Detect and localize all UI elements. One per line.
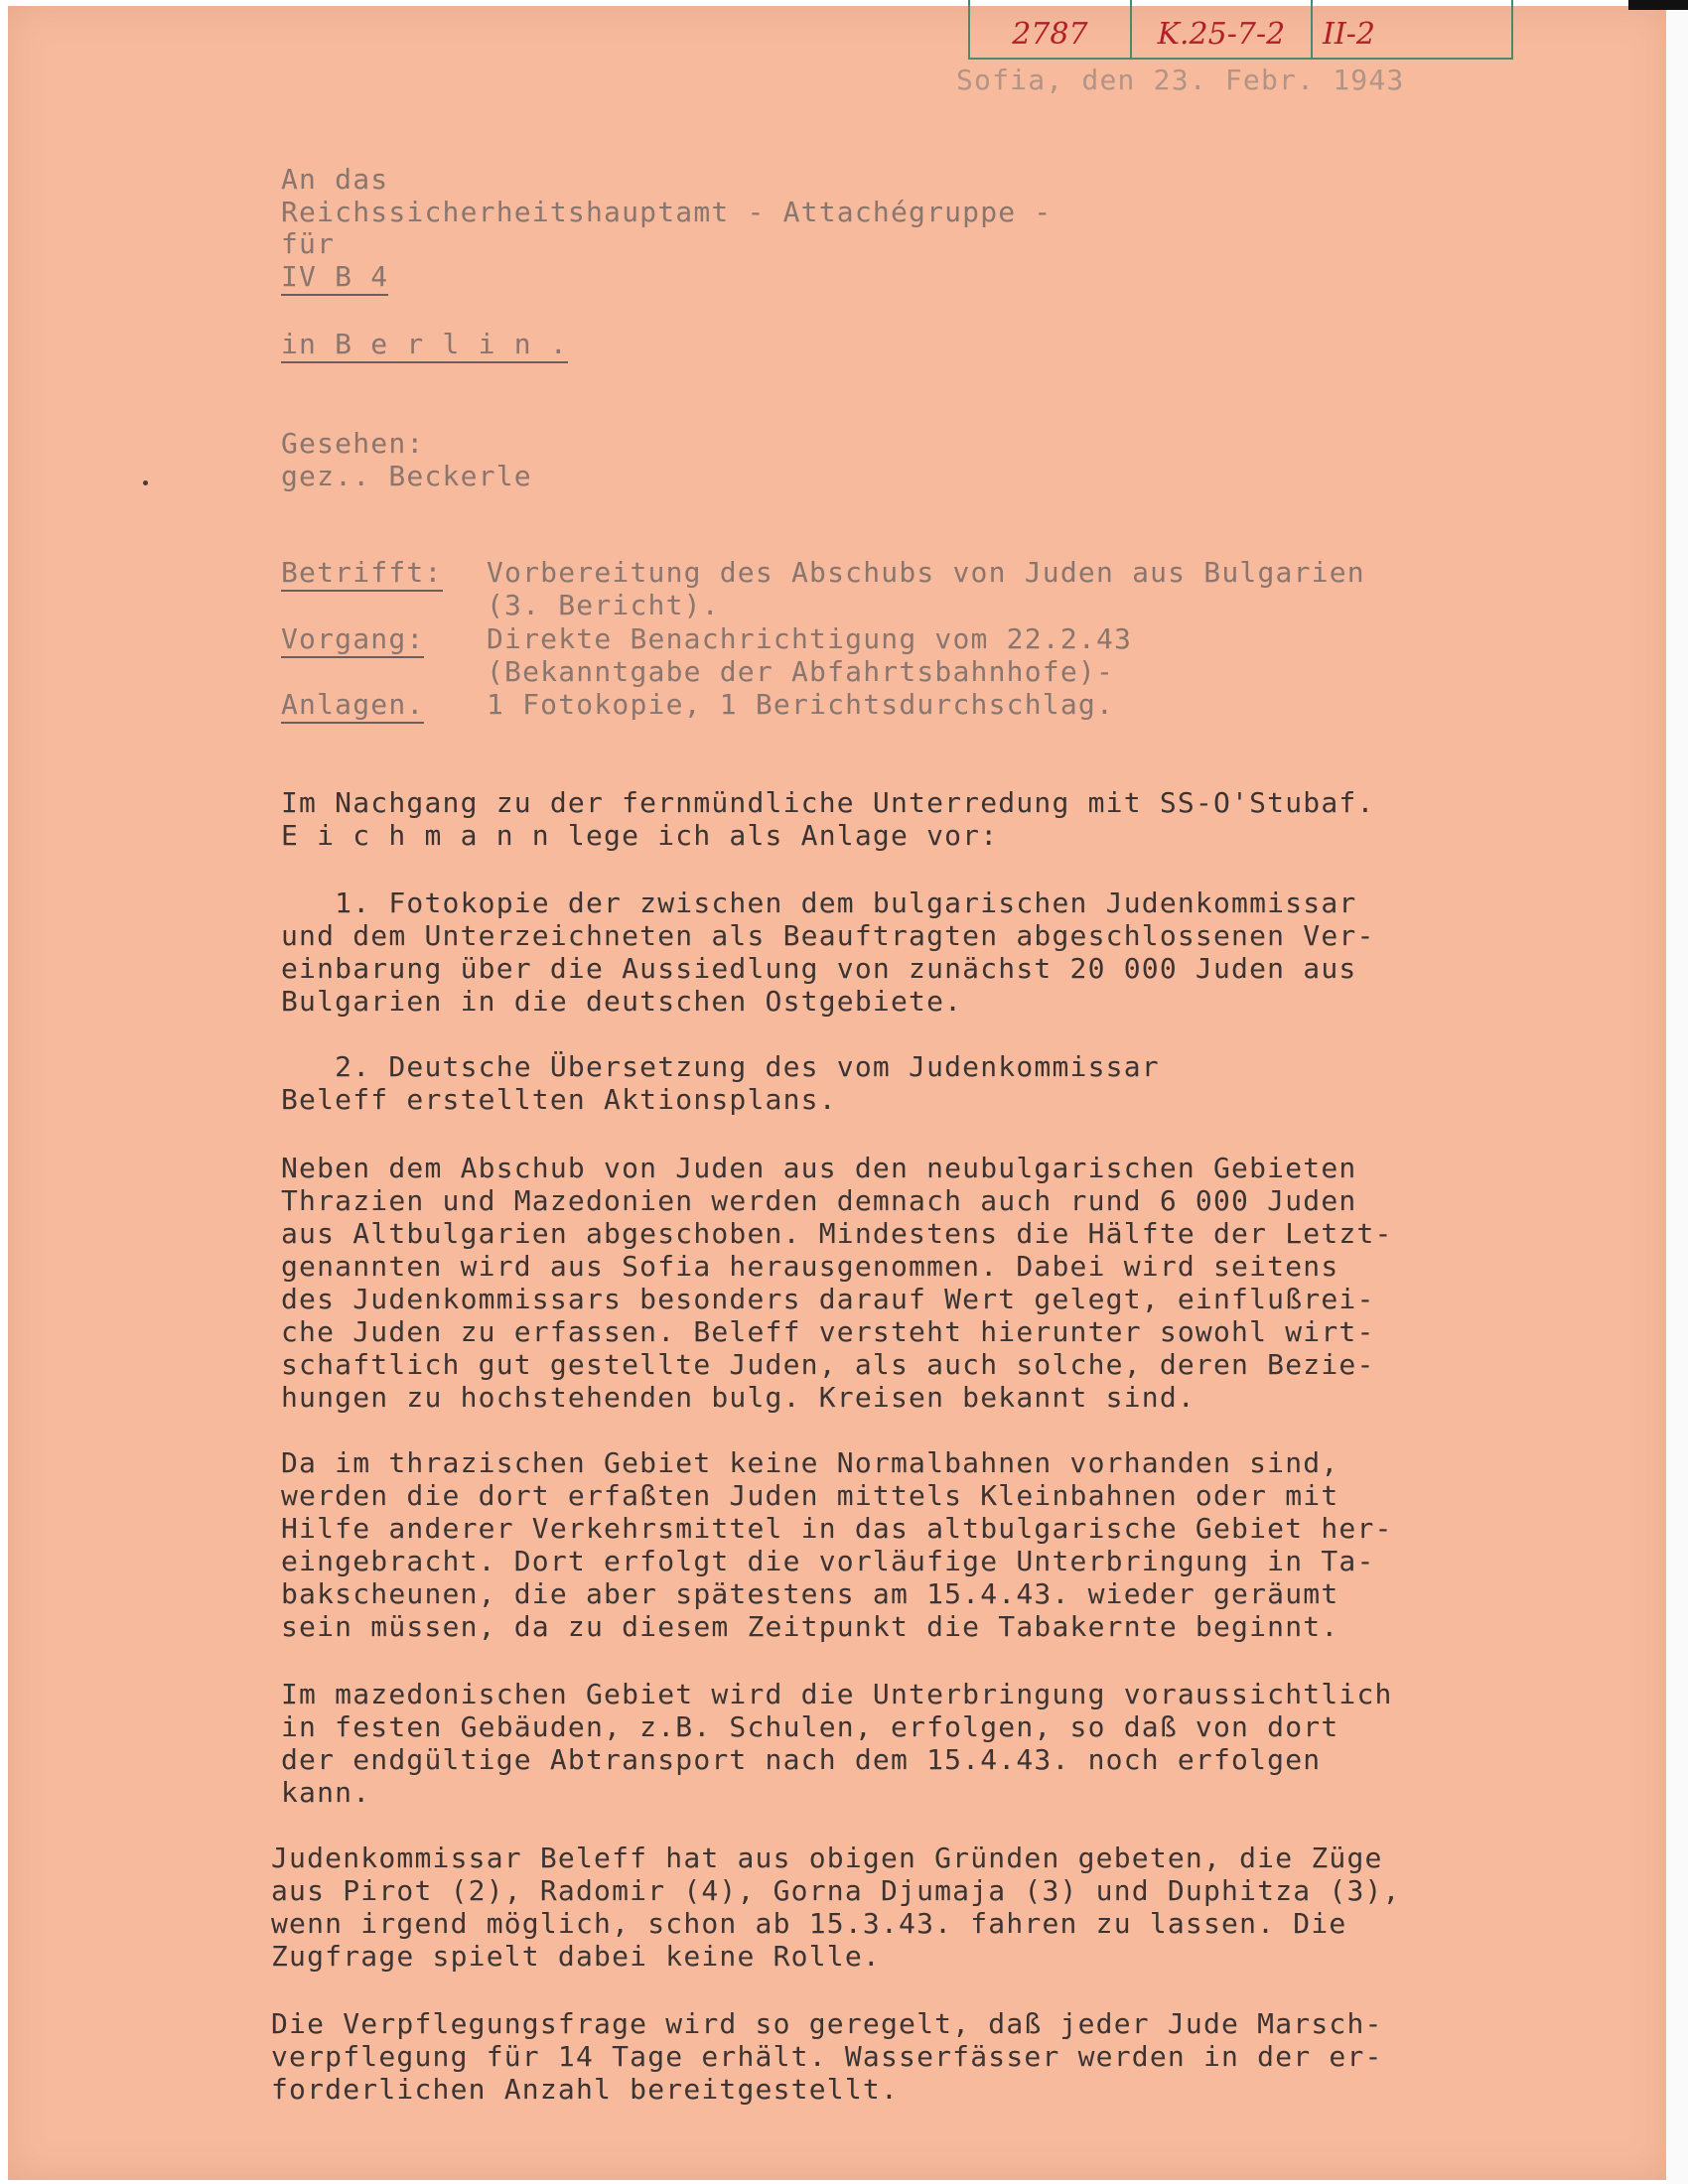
address-line-2: Reichssicherheitshauptamt - Attachégruppe - [281, 196, 1053, 228]
paragraph-mazedonien [281, 1678, 1393, 1809]
paragraph-line: kann. [281, 1776, 371, 1809]
vorgang-label [281, 622, 424, 655]
address-line-4 [281, 260, 388, 293]
stamp-number: 2787 [970, 0, 1132, 58]
paragraph-line: aus Altbulgarien abgeschoben. Mindestens die Hälfte der Letzt- [281, 1217, 1393, 1250]
vorgang-label-text: Vorgang: [281, 622, 424, 658]
paragraph-line: und dem Unterzeichneten als Beauftragten abgeschlossenen Ver- [281, 919, 1375, 952]
paragraph-abschub [281, 1152, 1393, 1414]
scan-margin [1666, 0, 1688, 2184]
scan-edge-bar [1628, 0, 1688, 10]
paragraph-line: 1. Fotokopie der zwischen dem bulgarischen Judenkommissar [281, 887, 1357, 919]
paragraph-line: 2. Deutsche Übersetzung des vom Judenkommissar [281, 1050, 1160, 1083]
address-line-4-text: IV B 4 [281, 260, 388, 296]
paragraph-line: des Judenkommissars besonders darauf Wert gelegt, einflußrei- [281, 1283, 1375, 1315]
paragraph-line: Im Nachgang zu der fernmündliche Unterredung mit SS-O'Stubaf. [281, 786, 1375, 819]
paragraph-line: sein müssen, da zu diesem Zeitpunkt die Tabakernte beginnt. [281, 1610, 1339, 1643]
anlagen-label-text: Anlagen. [281, 688, 424, 724]
paragraph-line: Zugfrage spielt dabei keine Rolle. [271, 1940, 881, 1973]
vorgang-text-2: (Bekanntgabe der Abfahrtsbahnhofe)- [487, 655, 1115, 688]
anlagen-text: 1 Fotokopie, 1 Berichtsdurchschlag. [487, 688, 1115, 721]
paragraph-line: Beleff erstellten Aktionsplans. [281, 1083, 837, 1116]
paragraph-line: in festen Gebäuden, z.B. Schulen, erfolgen, so daß von dort [281, 1710, 1339, 1743]
seen-label: Gesehen: [281, 427, 425, 460]
paragraph-line: einbarung über die Aussiedlung von zunächst 20 000 Juden aus [281, 952, 1357, 985]
betrifft-label-text: Betrifft: [281, 556, 443, 592]
paragraph-thrazien [281, 1446, 1393, 1643]
paragraph-line: E i c h m a n n lege ich als Anlage vor: [281, 819, 999, 852]
stamp-extra: II-2 [1323, 17, 1375, 52]
paragraph-line: der endgültige Abtransport nach dem 15.4.43. noch erfolgen [281, 1743, 1322, 1776]
paragraph-intro [281, 786, 1375, 852]
betrifft-label [281, 556, 443, 589]
address-line-5-text: in B e r l i n . [281, 328, 568, 363]
paragraph-line: genannten wird aus Sofia herausgenommen. Dabei wird seitens [281, 1250, 1339, 1283]
stamp-code: K.25-7-2 [1132, 0, 1313, 58]
paragraph-line: Im mazedonischen Gebiet wird die Unterbringung voraussichtlich [281, 1678, 1393, 1710]
betrifft-text-2: (3. Bericht). [487, 589, 720, 621]
ink-dot [143, 480, 148, 485]
paragraph-verpflegung [271, 2007, 1383, 2106]
paragraph-line: Neben dem Abschub von Juden aus den neubulgarischen Gebieten [281, 1152, 1357, 1184]
paragraph-line: eingebracht. Dort erfolgt die vorläufige Unterbringung in Ta- [281, 1545, 1375, 1577]
paragraph-line: werden die dort erfaßten Juden mittels Kleinbahnen oder mit [281, 1479, 1339, 1512]
seen-signature: gez.. Beckerle [281, 460, 532, 492]
paragraph-zuege [271, 1842, 1401, 1973]
paragraph-line: Hilfe anderer Verkehrsmittel in das altbulgarische Gebiet her- [281, 1512, 1393, 1545]
paragraph-line: che Juden zu erfassen. Beleff versteht hierunter sowohl wirt- [281, 1315, 1375, 1348]
address-line-5 [281, 328, 568, 360]
paragraph-line: Thrazien und Mazedonien werden demnach auch rund 6 000 Juden [281, 1184, 1357, 1217]
date-line: Sofia, den 23. Febr. 1943 [956, 64, 1405, 96]
vorgang-text-1: Direkte Benachrichtigung vom 22.2.43 [487, 622, 1133, 655]
paragraph-item-2 [281, 1050, 1160, 1116]
address-line-1: An das [281, 163, 389, 196]
paragraph-line: Da im thrazischen Gebiet keine Normalbahnen vorhanden sind, [281, 1446, 1339, 1479]
paragraph-line: bakscheunen, die aber spätestens am 15.4.43. wieder geräumt [281, 1577, 1339, 1610]
paragraph-line: schaftlich gut gestellte Juden, als auch solche, deren Bezie- [281, 1348, 1375, 1381]
paragraph-line: aus Pirot (2), Radomir (4), Gorna Djumaja (3) und Duphitza (3), [271, 1874, 1401, 1907]
anlagen-label [281, 688, 424, 721]
paragraph-line: verpflegung für 14 Tage erhält. Wasserfässer werden in der er- [271, 2040, 1383, 2073]
betrifft-text-1: Vorbereitung des Abschubs von Juden aus Bulgarien [487, 556, 1365, 589]
paragraph-line: forderlichen Anzahl bereitgestellt. [271, 2073, 900, 2106]
paragraph-line: Die Verpflegungsfrage wird so geregelt, daß jeder Jude Marsch- [271, 2007, 1383, 2040]
paragraph-line: Judenkommissar Beleff hat aus obigen Gründen gebeten, die Züge [271, 1842, 1383, 1874]
paragraph-item-1 [281, 887, 1375, 1018]
address-line-3: für [281, 227, 336, 260]
paragraph-line: hungen zu hochstehenden bulg. Kreisen bekannt sind. [281, 1381, 1196, 1414]
paragraph-line: Bulgarien in die deutschen Ostgebiete. [281, 985, 963, 1018]
paragraph-line: wenn irgend möglich, schon ab 15.3.43. fahren zu lassen. Die [271, 1907, 1347, 1940]
archive-stamp [968, 0, 1513, 60]
